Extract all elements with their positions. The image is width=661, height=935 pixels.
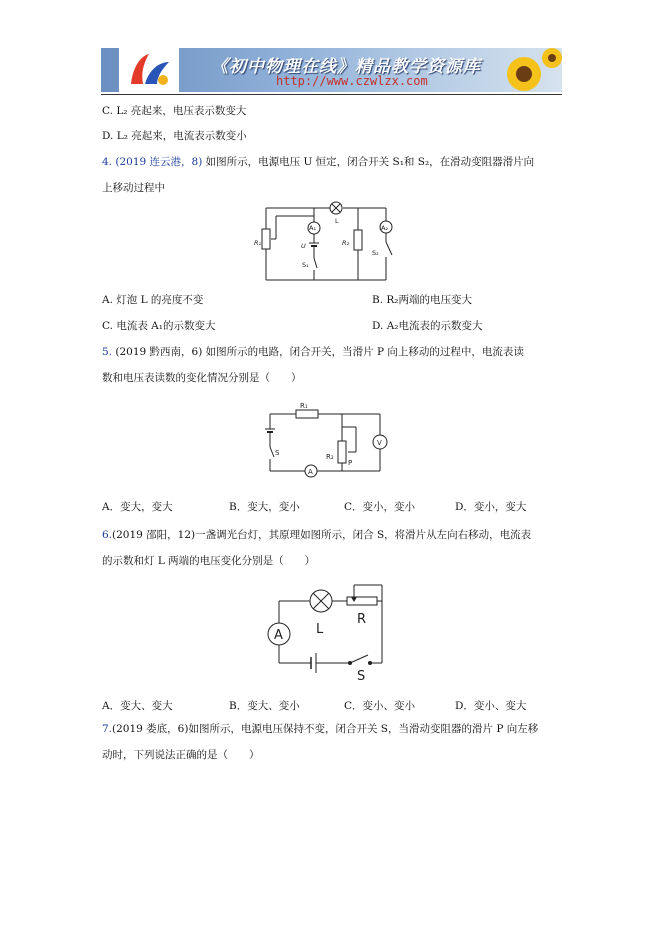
q7-source: (2019 娄底，6)	[112, 723, 189, 735]
prev-option-c: C. L₂ 亮起来，电压表示数变大	[102, 105, 247, 117]
q6-number: 6.	[102, 529, 113, 541]
banner-title: 《初中物理在线》精品教学资源库	[211, 57, 481, 77]
q6-option-d: D．变小、变大	[455, 700, 527, 712]
q5-label-v: V	[377, 439, 382, 447]
q4-stem-line1	[102, 155, 534, 169]
q5-label-r1: R₁	[300, 402, 308, 410]
q4-label-a2: A₂	[381, 224, 389, 232]
q4-label-s1: S₁	[302, 261, 309, 269]
q4-option-a: A. 灯泡 L 的亮度不变	[102, 294, 204, 306]
q6-label-a: A	[274, 628, 283, 643]
sunflower-image	[492, 48, 562, 92]
q5-option-c: C．变小，变小	[344, 501, 416, 513]
q4-label-u: U	[301, 242, 306, 250]
q4-label-a1: A₁	[309, 224, 317, 232]
q6-stem-line2: 的示数和灯 L 两端的电压变化分别是（ ）	[102, 555, 316, 567]
q4-option-d: D. A₂电流表的示数变大	[372, 320, 483, 332]
q5-number: 5.	[102, 346, 113, 358]
q5-stem-line2: 数和电压表读数的变化情况分别是（ ）	[102, 372, 302, 384]
q7-stem-line1	[102, 722, 538, 736]
q5-label-p: P	[348, 459, 353, 467]
q7-stem: 如图所示，电源电压保持不变，闭合开关 S，当滑动变阻器的滑片 P 向左移	[188, 723, 539, 735]
header-banner	[101, 48, 562, 92]
q5-label-a: A	[308, 468, 313, 476]
prev-option-d: D. L₂ 亮起来，电流表示数变小	[102, 130, 247, 142]
q6-option-c: C．变小、变小	[344, 700, 416, 712]
q4-label-r1: R₁	[254, 239, 262, 247]
q5-option-d: D．变小，变大	[455, 501, 527, 513]
q5-stem-line1	[102, 345, 524, 359]
q6-source: (2019 邵阳，12)	[112, 529, 196, 541]
q5-circuit-diagram	[262, 399, 392, 479]
q6-stem-line1	[102, 528, 531, 542]
q7-stem-line2: 动时，下列说法正确的是（ ）	[102, 749, 260, 761]
q4-label-r2: R₂	[342, 239, 350, 247]
q5-stem: 如图所示的电路，闭合开关，当滑片 P 向上移动的过程中，电流表读	[205, 346, 524, 358]
q4-option-b: B. R₂两端的电压变大	[372, 294, 473, 306]
q5-option-b: B．变大，变小	[229, 501, 300, 513]
q5-option-a: A．变大，变大	[102, 501, 173, 513]
q6-circuit-diagram	[264, 581, 394, 681]
q6-option-b: B．变大、变小	[229, 700, 300, 712]
q6-label-r: R	[357, 612, 367, 627]
q4-number: 4.	[102, 156, 113, 168]
q4-stem-line2: 上移动过程中	[102, 182, 165, 194]
q6-stem: 一盏调光台灯，其原理如图所示，闭合 S，将滑片从左向右移动，电流表	[195, 529, 532, 541]
q5-label-s: S	[275, 449, 280, 457]
q6-label-l: L	[316, 622, 324, 637]
q6-label-s: S	[357, 669, 366, 681]
q4-source: (2019 连云港，8)	[115, 156, 203, 168]
q4-label-l: L	[335, 217, 339, 225]
banner-logo	[119, 48, 179, 92]
banner-url[interactable]: http://www.czwlzx.com	[276, 74, 428, 88]
q4-option-c: C. 电流表 A₁的示数变大	[102, 320, 216, 332]
q5-label-r2: R₂	[326, 453, 334, 461]
q4-label-s2: S₂	[372, 249, 379, 257]
q4-stem: 如图所示，电源电压 U 恒定，闭合开关 S₁和 S₂，在滑动变阻器滑片向	[205, 156, 535, 168]
q6-option-a: A．变大、变大	[102, 700, 173, 712]
q5-source: (2019 黔西南，6)	[115, 346, 203, 358]
q4-circuit-diagram	[254, 200, 404, 282]
header-rule	[101, 94, 562, 95]
q7-number: 7.	[102, 723, 113, 735]
